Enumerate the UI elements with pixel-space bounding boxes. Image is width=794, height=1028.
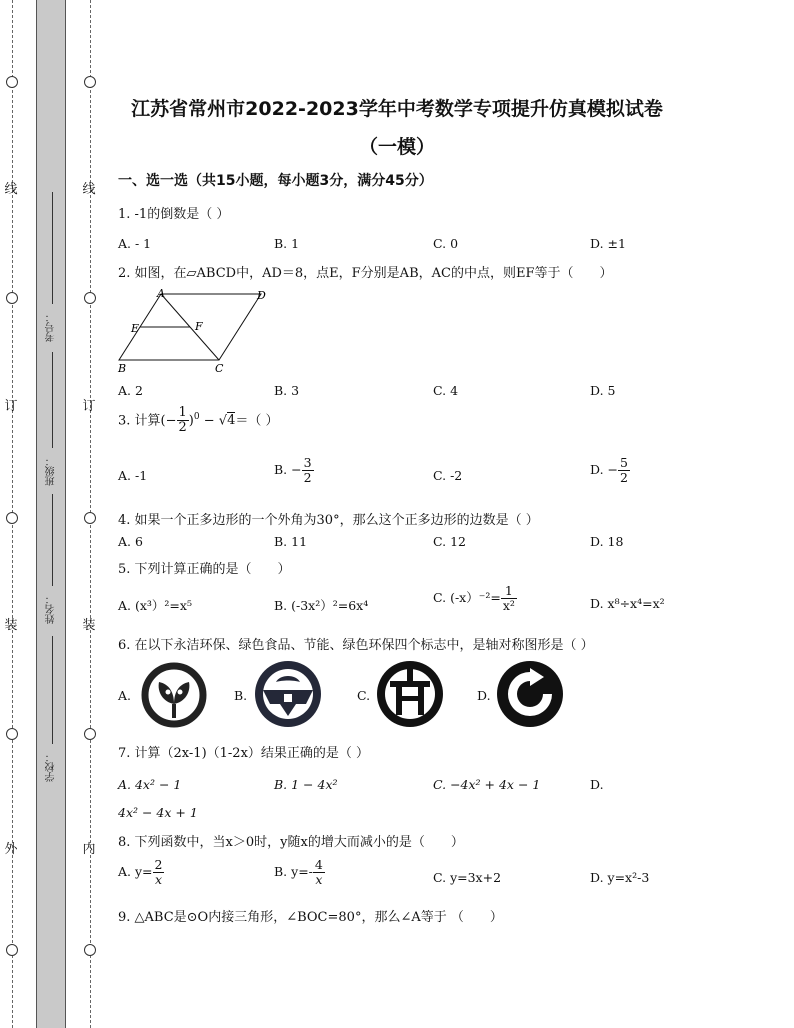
q3-b-fraction [302, 456, 314, 485]
q4-option-c: C. 12 [433, 534, 466, 549]
margin-char-nei: 内 [82, 842, 96, 857]
q4-option-d: D. 18 [590, 534, 624, 549]
binding-hole [6, 944, 18, 956]
binding-hole [84, 512, 96, 524]
q1-option-d: D. ±1 [590, 236, 626, 251]
q4-option-a: A. 6 [118, 534, 143, 549]
q3-open: (− [160, 413, 177, 429]
q8-a-label: A. y= [118, 863, 153, 879]
q3-fraction [177, 406, 189, 436]
q3-b-den: 2 [303, 469, 312, 485]
q5-option-d: D. x⁸÷x⁴=x² [590, 596, 665, 611]
q3-prefix: 3. 计算 [118, 413, 161, 429]
margin-char-wai: 外 [4, 842, 18, 857]
margin-char-zhuang: 装 [82, 618, 96, 633]
q3-option-d [590, 456, 630, 485]
exam-number-label: 考号： [46, 312, 57, 342]
green-dot-icon [496, 660, 564, 728]
question-7: 7. 计算（2x-1)（1-2x）结果正确的是（ ） [118, 746, 370, 761]
question-9: 9. △ABC是⊙O内接三角形，∠BOC=80°，那么∠A等于 （ ） [118, 910, 503, 925]
q1-option-b: B. 1 [274, 236, 300, 251]
q7-option-d-value: 4x² − 4x + 1 [118, 805, 198, 820]
q3-b-label: B. [274, 461, 288, 477]
q3-radicand: 4 [227, 413, 236, 429]
q8-b-num: 4 [314, 857, 323, 872]
binding-hole [6, 512, 18, 524]
page-title: 江苏省常州市2022-2023学年中考数学专项提升仿真模拟试卷 [131, 98, 663, 120]
q8-a-den: x [154, 871, 163, 887]
q2-option-a: A. 2 [118, 383, 143, 398]
q5-c-den: x² [502, 597, 515, 613]
q2-option-c: C. 4 [433, 383, 459, 398]
q3-den: 2 [178, 420, 187, 436]
binding-hole [6, 76, 18, 88]
q7-option-c: C. −4x² + 4x − 1 [433, 777, 541, 792]
energy-saving-icon [376, 660, 444, 728]
name-line [52, 494, 53, 586]
q4-option-b: B. 11 [274, 534, 308, 549]
question-4: 4. 如果一个正多边形的一个外角为30°，那么这个正多边形的边数是（ ） [118, 513, 539, 528]
q8-option-b [274, 858, 325, 887]
q1-option-a: A. - 1 [118, 236, 152, 251]
margin-char-xian: 线 [82, 182, 96, 197]
q3-suffix: ＝（ ） [235, 413, 279, 429]
q8-a-fraction [153, 858, 165, 887]
vertex-b-label: B [118, 362, 127, 374]
name-label: 姓名： [46, 594, 57, 624]
point-e-label: E [131, 322, 140, 335]
parallelogram-figure [114, 286, 274, 374]
question-1: 1. -1的倒数是（ ） [118, 207, 230, 222]
q5-c-label: C. (-x）⁻²= [433, 589, 501, 605]
q6-option-a: A. [118, 688, 132, 703]
q2-option-d: D. 5 [590, 383, 616, 398]
question-3 [118, 406, 278, 436]
question-6: 6. 在以下永洁环保、绿色食品、节能、绿色环保四个标志中，是轴对称图形是（ ） [118, 638, 594, 653]
q3-d-den: 2 [620, 469, 628, 485]
q7-option-b: B. 1 − 4x² [274, 777, 338, 792]
q3-option-b [274, 456, 314, 485]
binding-hole [6, 292, 18, 304]
section-heading: 一、选一选（共15小题，每小题3分，满分45分） [118, 173, 433, 189]
q5-option-a: A. (x³）²=x⁵ [118, 598, 192, 613]
binding-hole [6, 728, 18, 740]
q5-option-c [433, 584, 517, 613]
point-f-label: F [195, 320, 203, 333]
binding-hole [84, 292, 96, 304]
q3-close: ) [188, 413, 194, 429]
question-5: 5. 下列计算正确的是（ ） [118, 562, 291, 577]
q3-d-label: D. [590, 461, 604, 477]
q3-d-sign: − [607, 461, 619, 477]
q3-exp: 0 [193, 411, 200, 422]
q8-a-num: 2 [154, 857, 163, 872]
margin-char-xian: 线 [4, 182, 18, 197]
exam-number-line [52, 192, 53, 304]
q6-option-c: C. [357, 688, 371, 703]
page-subtitle: （一模） [358, 136, 435, 158]
green-food-icon [254, 660, 322, 728]
q1-option-c: C. 0 [433, 236, 459, 251]
q2-option-b: B. 3 [274, 383, 300, 398]
q3-b-num: 3 [303, 455, 312, 470]
q3-num: 1 [178, 405, 187, 420]
q5-c-fraction [501, 584, 517, 613]
vertex-c-label: C [215, 362, 224, 374]
class-label: 班级： [46, 456, 57, 486]
question-2: 2. 如图，在▱ABCD中，AD＝8，点E，F分别是AB，AC的中点，则EF等于（ ） [118, 266, 613, 281]
q8-option-a [118, 858, 164, 887]
q6-option-d: D. [477, 688, 491, 703]
vertex-a-label: A [157, 287, 165, 300]
school-line [52, 636, 53, 744]
margin-char-zhuang: 装 [4, 618, 18, 633]
q3-option-a: A. -1 [118, 468, 148, 483]
q5-c-num: 1 [501, 584, 517, 599]
recycle-leaf-icon [141, 662, 207, 728]
class-line [52, 352, 53, 448]
question-8: 8. 下列函数中，当x＞0时，y随x的增大而减小的是（ ） [118, 835, 464, 850]
q5-option-b: B. (-3x²）²=6x⁴ [274, 598, 369, 613]
q8-b-den: x [315, 871, 323, 887]
q3-d-fraction [618, 456, 630, 485]
margin-char-ding: 订 [82, 399, 96, 414]
q8-b-label: B. y=- [274, 863, 313, 879]
margin-char-ding: 订 [4, 399, 18, 414]
binding-hole [84, 944, 96, 956]
q3-d-num: 5 [620, 455, 628, 470]
school-label: 学校： [46, 752, 57, 782]
q3-minus-sqrt: − √ [199, 413, 228, 429]
binding-hole [84, 728, 96, 740]
q7-option-d: D. [590, 777, 604, 792]
binding-hole [84, 76, 96, 88]
q6-option-b: B. [234, 688, 248, 703]
q7-option-a: A. 4x² − 1 [118, 777, 182, 792]
q3-b-sign: − [291, 461, 302, 477]
q8-option-d: D. y=x²-3 [590, 870, 650, 885]
q3-option-c: C. -2 [433, 468, 463, 483]
q8-option-c: C. y=3x+2 [433, 870, 502, 885]
vertex-d-label: D [257, 289, 266, 302]
q8-b-fraction [313, 858, 325, 887]
